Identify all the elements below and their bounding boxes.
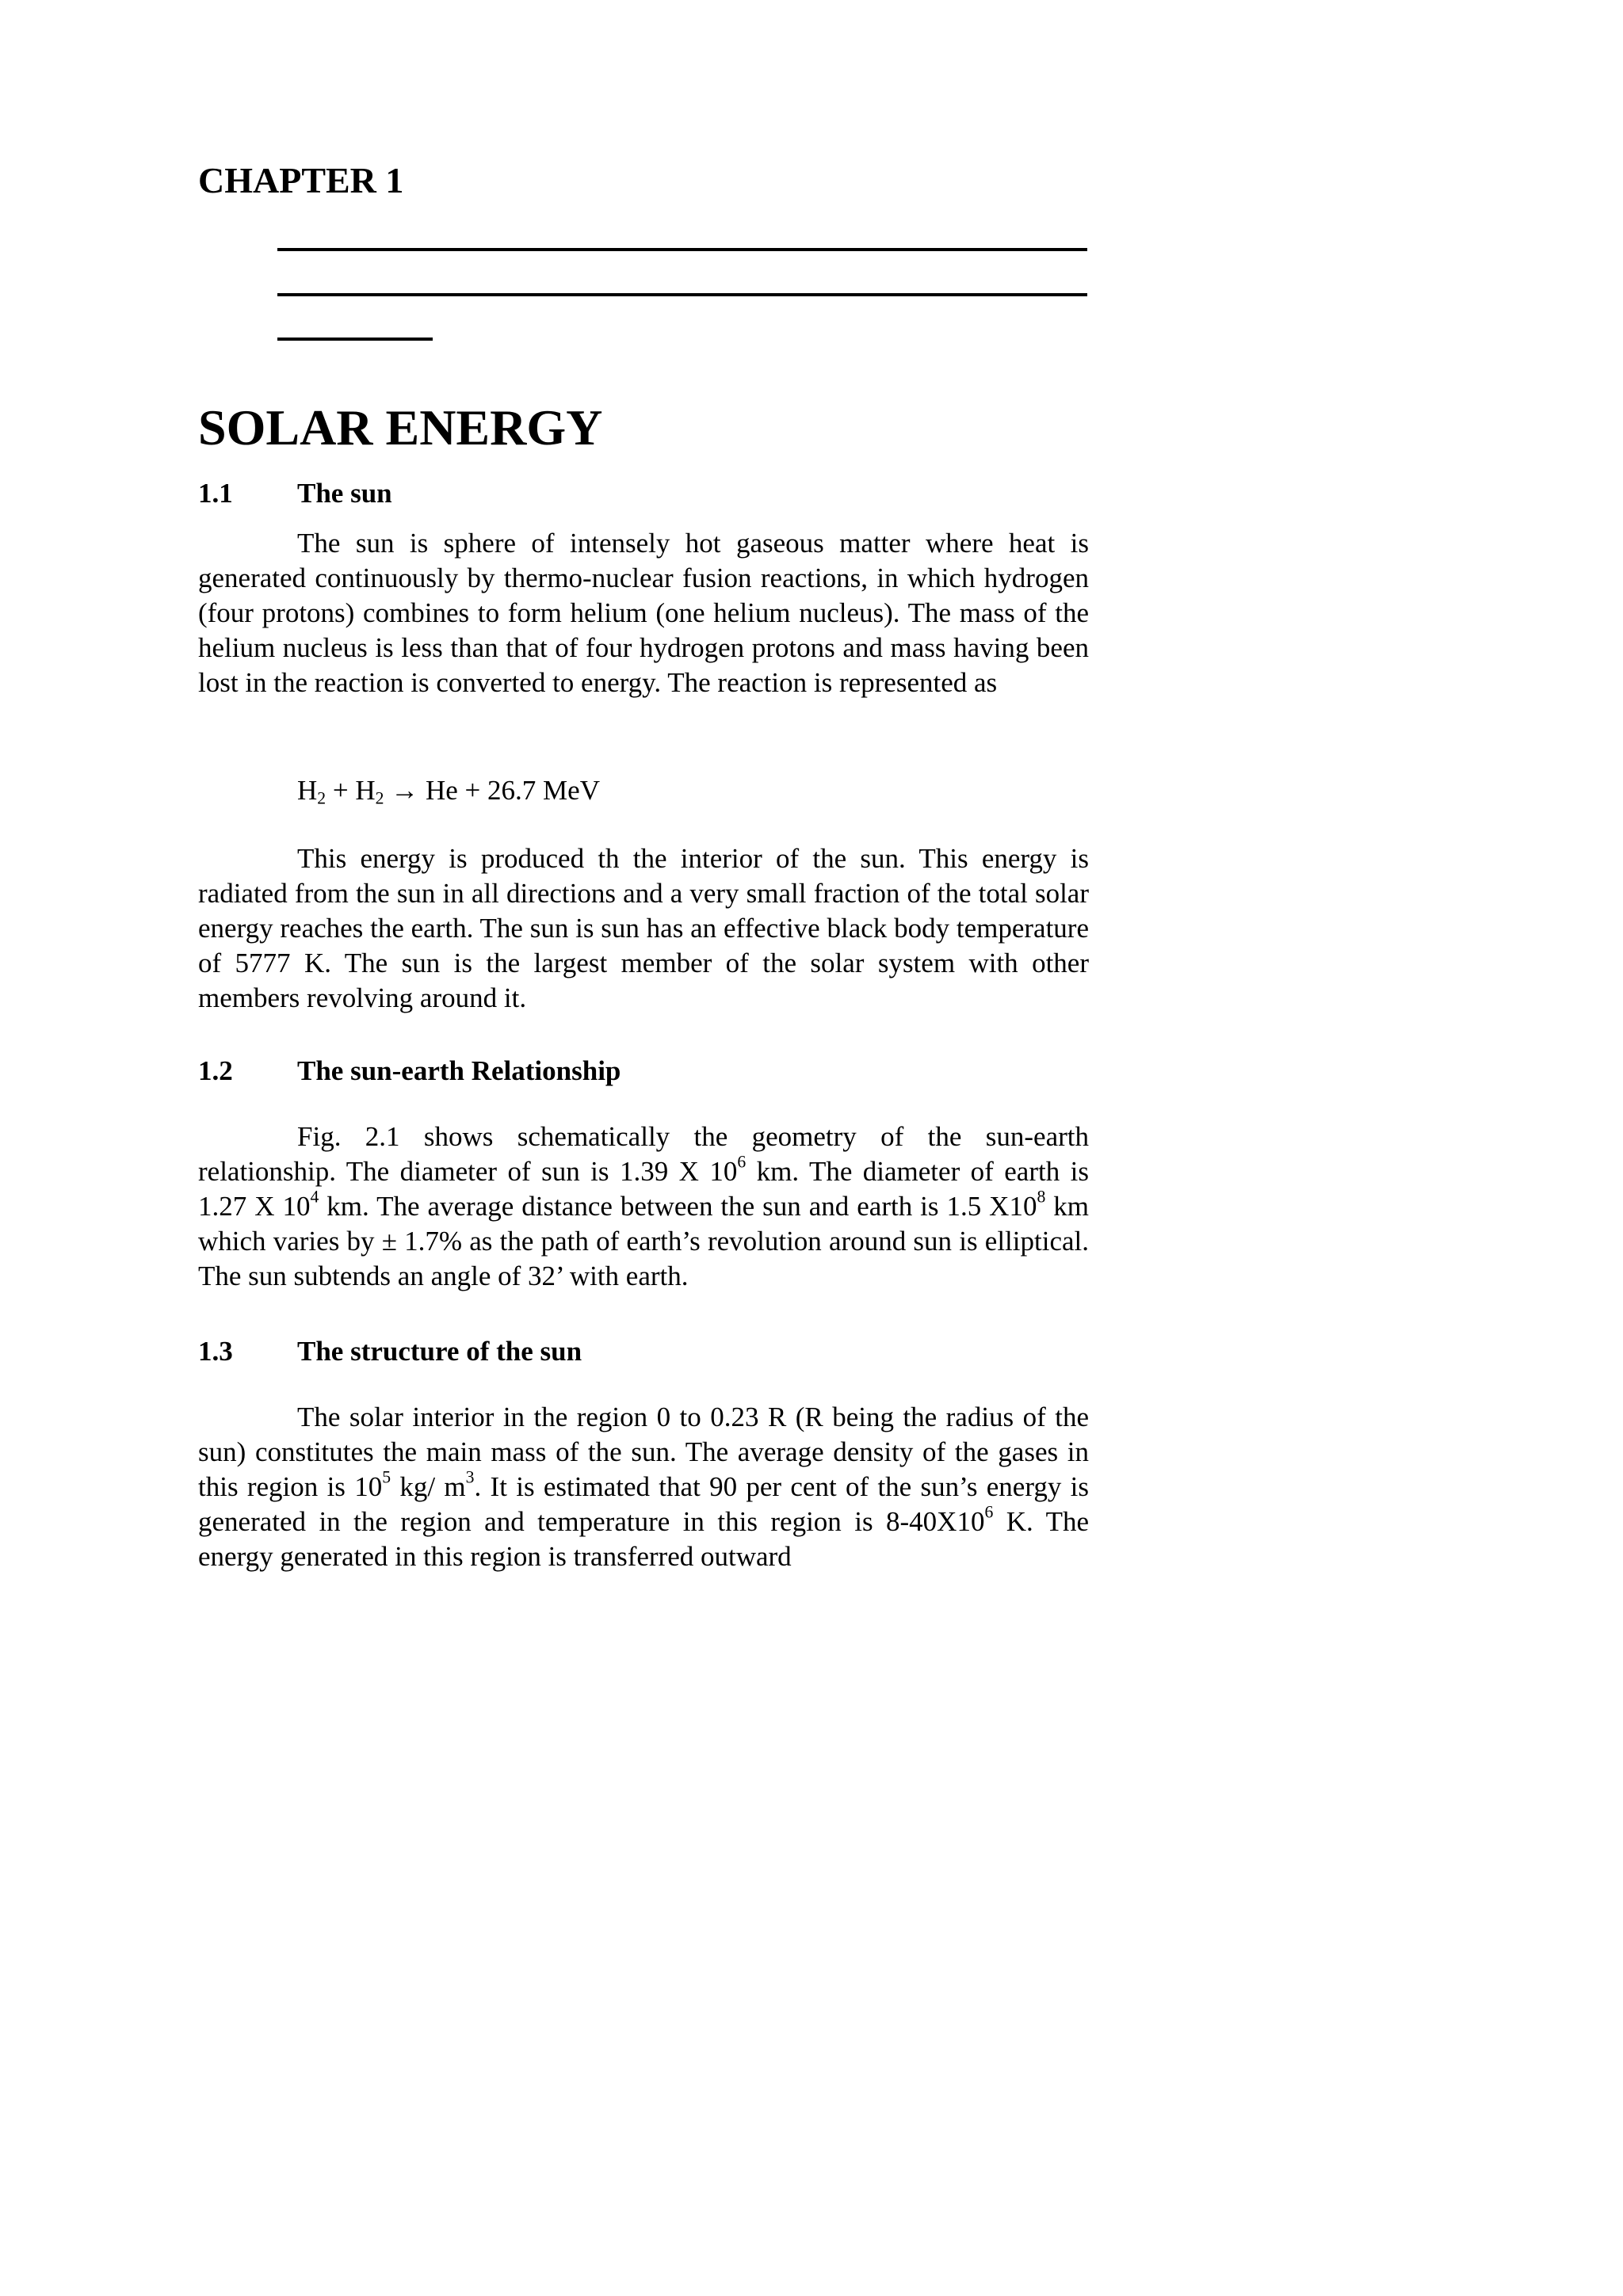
paragraph-the-sun: The sun is sphere of intensely hot gaseous matter where heat is generated continuously by thermo-nuclear fusion reactions, in which hydrogen (four protons) combines to form helium (one helium nucleus). The mass of the helium nucleus is less than that of four hydrogen protons and mass having been lost in the reaction is converted to energy. The reaction is represented as bbox=[198, 528, 1089, 698]
section-title: The structure of the sun bbox=[297, 1336, 582, 1367]
section-title: The sun bbox=[297, 478, 392, 509]
paragraph-energy: This energy is produced th the interior of the sun. This energy is radiated from the sun in all directions and a very small fraction of the total solar energy reaches the earth. The sun is sun has an effective black body temperature of 5777 K. The sun is the largest member of the solar system with other members revolving around it. bbox=[198, 843, 1089, 1013]
chapter-title: SOLAR ENERGY bbox=[198, 399, 603, 456]
paragraph-sun-earth: Fig. 2.1 shows schematically the geometry of the sun-earth relationship. The diameter of sun is 1.39 X $10^6$ km. The diameter of earth is 1.27 X $10^4$ km. The average distance between the sun and earth is 1.5 $X10^8$ km which varies by ± 1.7% as the path of earth’s revolution around sun is elliptical. The sun subtends an angle of 32’ with earth. bbox=[198, 1121, 1090, 1291]
fusion-equation: $H_2 + H_2 \to He + 26.7$ MeV bbox=[297, 775, 600, 808]
paragraph-structure: The solar interior in the region 0 to 0.23 R (R being the radius of the sun) constitutes the main mass of the sun. The average density of the gases in this region is $10^5$ kg/ $m^3$. It is estimated that 90 per cent of the sun’s energy is generated in the region and temperature in this region is $8-40X10^6$ K. The energy generated in this region is transferred outward bbox=[198, 1402, 1090, 1572]
section-number: 1.1 bbox=[198, 478, 233, 509]
arrow-icon: → bbox=[384, 775, 426, 806]
section-number: 1.3 bbox=[198, 1336, 233, 1367]
title-rule bbox=[277, 338, 433, 341]
section-number: 1.2 bbox=[198, 1055, 233, 1086]
section-title: The sun-earth Relationship bbox=[297, 1055, 621, 1086]
title-rule bbox=[277, 293, 1087, 296]
title-rule bbox=[277, 248, 1087, 251]
chapter-label: CHAPTER 1 bbox=[198, 160, 404, 200]
section-heading-1-3 bbox=[198, 1337, 582, 1365]
section-heading-1-1 bbox=[198, 479, 392, 507]
section-heading-1-2 bbox=[198, 1057, 621, 1085]
